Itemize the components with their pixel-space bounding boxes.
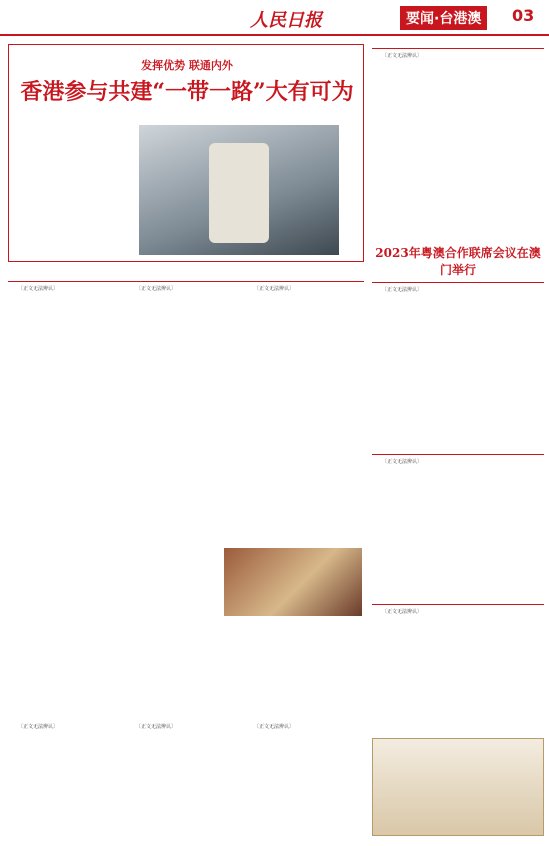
section-label: 要闻·台港澳 bbox=[400, 6, 487, 30]
lead-subheads bbox=[8, 268, 364, 282]
lead-headline: 香港参与共建“一带一路”大有可为 bbox=[20, 79, 354, 105]
paragraph: 〔正文无法辨认〕 bbox=[382, 459, 423, 465]
divider bbox=[372, 48, 544, 49]
secondary-photo bbox=[224, 548, 362, 616]
advertisement bbox=[372, 738, 544, 836]
right-story-2 bbox=[372, 244, 544, 294]
lead-photo bbox=[139, 125, 339, 255]
newspaper-logo: 人民日报 bbox=[250, 10, 322, 31]
lead-intro bbox=[19, 125, 129, 253]
story-body bbox=[372, 459, 544, 466]
lead-kicker: 发挥优势 联通内外 bbox=[141, 59, 233, 72]
divider bbox=[372, 282, 544, 283]
bottom-column-1 bbox=[8, 724, 120, 840]
paragraph: 〔正文无法辨认〕 bbox=[382, 287, 423, 293]
lead-column-3 bbox=[244, 286, 362, 544]
paragraph: 〔正文无法辨认〕 bbox=[18, 724, 59, 730]
paragraph: 〔正文无法辨认〕 bbox=[254, 724, 295, 730]
story-headline: 2023年粤澳合作联席会议在澳门举行 bbox=[375, 246, 541, 277]
lead-column-1 bbox=[8, 286, 120, 676]
secondary-photo-caption bbox=[190, 548, 220, 676]
paragraph: 〔正文无法辨认〕 bbox=[18, 286, 59, 292]
paragraph: 〔正文无法辨认〕 bbox=[136, 286, 177, 292]
paragraph: 〔正文无法辨认〕 bbox=[382, 609, 423, 615]
story-body bbox=[372, 287, 544, 294]
right-story-3 bbox=[372, 450, 544, 466]
lead-column-2 bbox=[126, 286, 238, 544]
divider bbox=[372, 604, 544, 605]
masthead bbox=[0, 0, 549, 36]
story-body bbox=[372, 609, 544, 616]
paragraph: 〔正文无法辨认〕 bbox=[382, 53, 423, 59]
right-story-4 bbox=[372, 600, 544, 616]
right-story-1 bbox=[372, 44, 544, 60]
story-body bbox=[372, 53, 544, 60]
bottom-column-3 bbox=[244, 724, 362, 840]
lead-story bbox=[8, 44, 364, 262]
bottom-column-2 bbox=[126, 724, 238, 840]
page-number: 03 bbox=[512, 6, 535, 25]
divider bbox=[372, 454, 544, 455]
paragraph: 〔正文无法辨认〕 bbox=[136, 724, 177, 730]
paragraph: 〔正文无法辨认〕 bbox=[254, 286, 295, 292]
